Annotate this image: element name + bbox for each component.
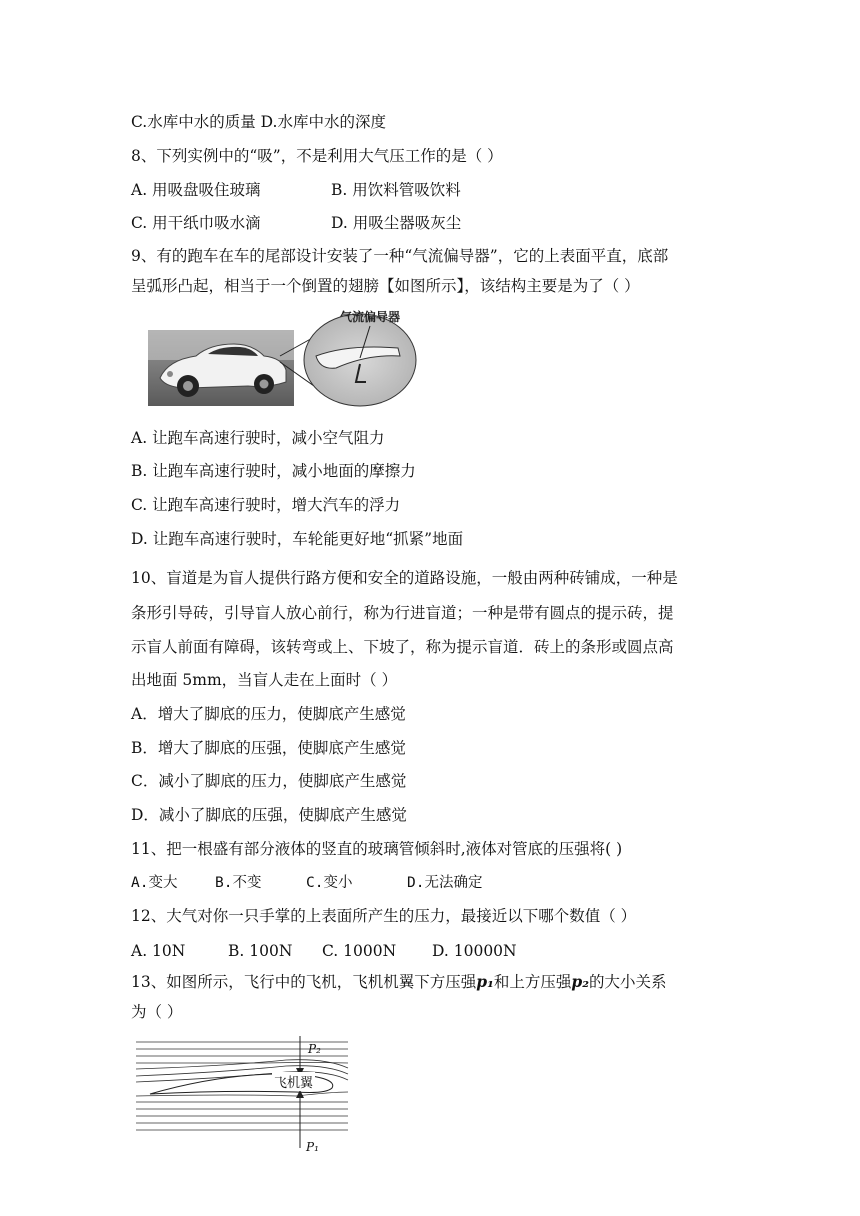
q13-line1-c: 的大小关系 [589, 973, 667, 991]
q10-line4: 出地面 5mm，当盲人走在上面时（ ） [131, 671, 398, 689]
q10-option-c: C．减小了脚底的压力，使脚底产生感觉 [131, 772, 407, 790]
q10-option-d: D．减小了脚底的压强，使脚底产生感觉 [131, 806, 407, 824]
q13-wing-label: 飞机翼 [272, 1072, 315, 1091]
q7-options-cd: C.水库中水的质量 D.水库中水的深度 [131, 113, 386, 131]
q10-option-b: B．增大了脚底的压强，使脚底产生感觉 [131, 739, 406, 757]
q11-option-d: D.无法确定 [407, 875, 483, 891]
q12-option-b: B. 100N [228, 942, 293, 960]
q13-p1-symbol: p₁ [476, 972, 494, 991]
q13-wing-figure [136, 1036, 360, 1160]
q11-option-a: A.变大 [131, 875, 178, 891]
q9-figure-label: 气流偏导器 [340, 310, 401, 324]
q12-stem: 12、大气对你一只手掌的上表面所产生的压力，最接近以下哪个数值（ ） [131, 907, 637, 925]
q12-option-a: A. 10N [131, 942, 186, 960]
q12-option-c: C. 1000N [322, 942, 397, 960]
q8-option-b: B. 用饮料管吸饮料 [331, 181, 461, 199]
q12-option-d: D. 10000N [432, 942, 517, 960]
q9-option-a: A. 让跑车高速行驶时，减小空气阻力 [131, 429, 385, 447]
q13-line1-b: 和上方压强 [493, 973, 572, 991]
q13-label-p2: P₂ [308, 1042, 321, 1056]
q10-line1: 10、盲道是为盲人提供行路方便和安全的道路设施，一般由两种砖铺成，一种是 [131, 569, 678, 587]
q10-line3: 示盲人前面有障碍，该转弯或上、下坡了，称为提示盲道．砖上的条形或圆点高 [131, 638, 674, 656]
q9-stem-line2: 呈弧形凸起，相当于一个倒置的翅膀【如图所示】，该结构主要是为了（ ） [131, 277, 640, 295]
q9-option-d: D. 让跑车高速行驶时，车轮能更好地“抓紧”地面 [131, 530, 464, 548]
q13-line1-a: 13、如图所示，飞行中的飞机，飞机机翼下方压强 [131, 973, 477, 991]
q9-option-b: B. 让跑车高速行驶时，减小地面的摩擦力 [131, 462, 416, 480]
q11-option-c: C.变小 [306, 875, 353, 891]
wing-streamlines-diagram [136, 1036, 360, 1160]
q9-car-figure [148, 304, 418, 408]
q11-option-b: B.不变 [215, 875, 262, 891]
q8-option-a: A. 用吸盘吸住玻璃 [131, 181, 261, 199]
q13-line2: 为（ ） [131, 1003, 183, 1021]
q10-line2: 条形引导砖，引导盲人放心前行，称为行进盲道；一种是带有圆点的提示砖，提 [131, 604, 674, 622]
q13-label-p1: P₁ [306, 1140, 319, 1154]
q9-stem-line1: 9、有的跑车在车的尾部设计安装了一种“气流偏导器”，它的上表面平直，底部 [131, 247, 669, 265]
q8-option-d: D. 用吸尘器吸灰尘 [331, 214, 462, 232]
q8-option-c: C. 用干纸巾吸水滴 [131, 214, 261, 232]
q9-option-c: C. 让跑车高速行驶时，增大汽车的浮力 [131, 496, 401, 514]
q11-stem: 11、把一根盛有部分液体的竖直的玻璃管倾斜时,液体对管底的压强将( ) [131, 840, 623, 858]
q10-option-a: A．增大了脚底的压力，使脚底产生感觉 [131, 705, 406, 723]
q8-stem: 8、下列实例中的“吸”，不是利用大气压工作的是（ ） [131, 147, 503, 165]
q13-p2-symbol: p₂ [571, 972, 590, 991]
q13-line1 [131, 972, 667, 992]
